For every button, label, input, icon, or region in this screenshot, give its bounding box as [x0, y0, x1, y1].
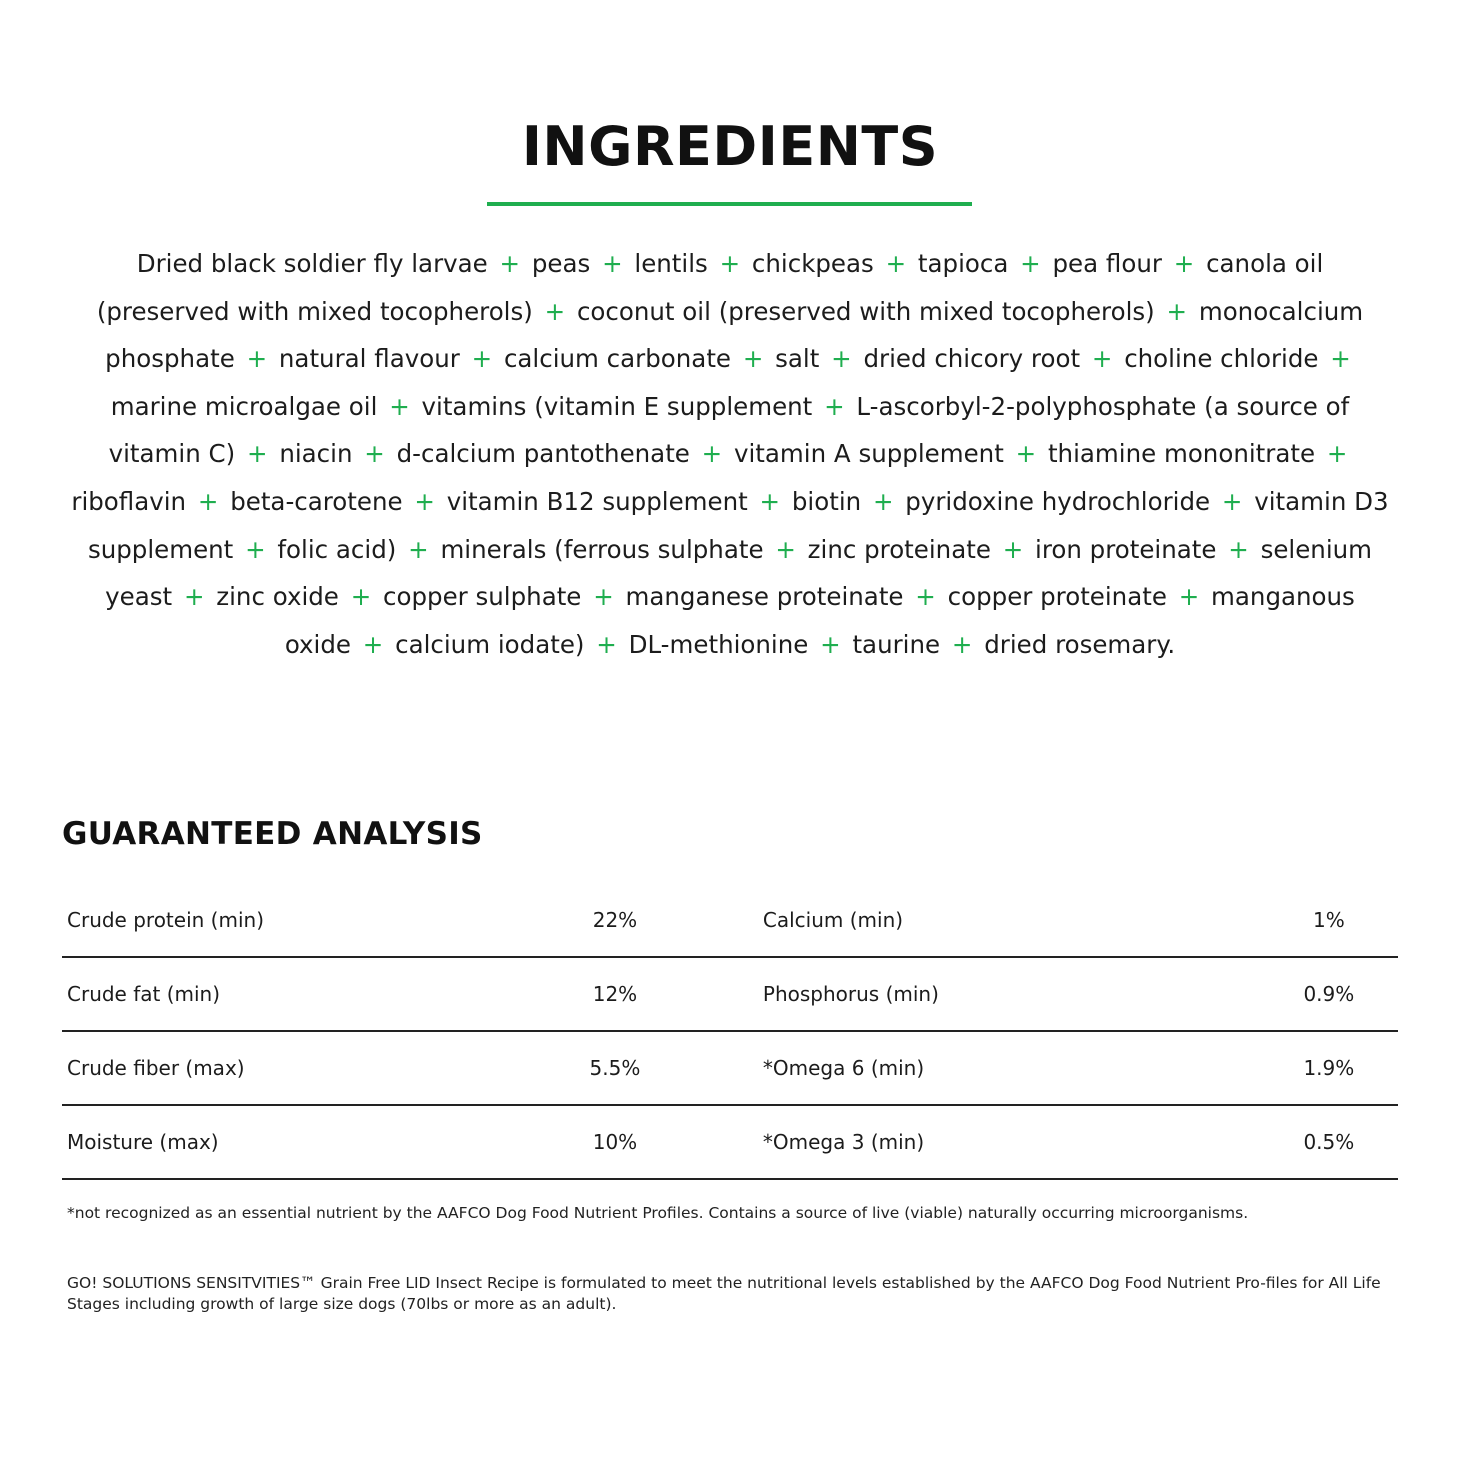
nutrient-value: 0.5% [1260, 1105, 1398, 1179]
plus-separator-icon: + [247, 439, 268, 469]
ingredient-item: natural flavour [278, 344, 460, 374]
ingredient-item: vitamin B12 supplement [446, 486, 748, 516]
plus-separator-icon: + [593, 582, 614, 612]
ingredient-item: copper sulphate [383, 582, 582, 612]
ingredient-item: vitamin D3 supplement [87, 486, 1389, 564]
plus-separator-icon: + [350, 582, 372, 612]
ingredient-item: Dried black soldier fly larvae [136, 249, 488, 278]
plus-separator-icon: + [872, 486, 894, 516]
plus-separator-icon: + [1330, 344, 1351, 374]
ingredient-item: vitamin A supplement [734, 439, 1004, 469]
plus-separator-icon: + [831, 344, 852, 374]
plus-separator-icon: + [1221, 486, 1243, 516]
ingredient-item: pyridoxine hydrochloride [905, 486, 1211, 516]
plus-separator-icon: + [885, 249, 907, 278]
ingredient-item: canola oil (preserved with mixed tocopherols) [96, 249, 1324, 326]
nutrient-name: Moisture (max) [62, 1105, 553, 1179]
ingredient-item: folic acid) [277, 534, 397, 564]
plus-separator-icon: + [197, 486, 219, 516]
ingredient-item: biotin [791, 486, 862, 516]
plus-separator-icon: + [1326, 439, 1348, 469]
ingredient-item: manganous oxide [284, 582, 1355, 659]
ingredient-item: tapioca [917, 249, 1009, 278]
analysis-row [62, 957, 1398, 1031]
plus-separator-icon: + [951, 629, 973, 659]
plus-separator-icon: + [389, 391, 410, 421]
plus-separator-icon: + [759, 486, 781, 516]
plus-separator-icon: + [602, 249, 623, 278]
plus-separator-icon: + [414, 486, 435, 516]
ingredient-item: lentils [634, 249, 708, 278]
column-gap [677, 957, 763, 1031]
ingredient-item: iron proteinate [1035, 534, 1217, 564]
plus-separator-icon: + [701, 439, 723, 469]
nutrient-name: Crude fat (min) [62, 957, 553, 1031]
ingredient-item: copper proteinate [947, 582, 1167, 612]
plus-separator-icon: + [544, 296, 566, 326]
nutrient-name: Calcium (min) [763, 884, 1260, 957]
column-gap [677, 1031, 763, 1105]
plus-separator-icon: + [183, 582, 205, 612]
analysis-title: GUARANTEED ANALYSIS [62, 816, 483, 852]
plus-separator-icon: + [742, 344, 764, 374]
nutrient-value: 22% [553, 884, 676, 957]
analysis-row [62, 884, 1398, 957]
plus-separator-icon: + [1002, 534, 1024, 564]
ingredient-item: vitamins (vitamin E supplement [421, 391, 813, 421]
ingredient-item: zinc oxide [216, 582, 339, 612]
plus-separator-icon: + [820, 629, 841, 659]
nutrient-name: *Omega 6 (min) [763, 1031, 1260, 1105]
nutrient-value: 1% [1260, 884, 1398, 957]
ingredient-item: salt [775, 344, 820, 374]
nutrient-name: Crude protein (min) [62, 884, 553, 957]
ingredient-item: selenium yeast [105, 534, 1373, 612]
plus-separator-icon: + [915, 582, 936, 612]
ingredient-item: monocalcium phosphate [105, 296, 1364, 374]
ingredient-item: thiamine mononitrate [1047, 439, 1316, 469]
plus-separator-icon: + [1178, 582, 1200, 612]
ingredient-item: marine microalgae oil [110, 391, 378, 421]
ingredient-item: calcium iodate) [395, 629, 585, 659]
column-gap [677, 884, 763, 957]
plus-separator-icon: + [824, 391, 845, 421]
ingredient-item: dried chicory root [863, 344, 1081, 374]
plus-separator-icon: + [471, 344, 493, 374]
ingredient-item: calcium carbonate [503, 344, 732, 374]
nutrient-value: 12% [553, 957, 676, 1031]
analysis-row [62, 1031, 1398, 1105]
nutrient-name: *Omega 3 (min) [763, 1105, 1260, 1179]
ingredient-item: peas [531, 249, 591, 278]
ingredient-item: niacin [279, 439, 353, 469]
plus-separator-icon: + [719, 249, 741, 278]
ingredient-item: d-calcium pantothenate [396, 439, 690, 469]
nutrient-name: Phosphorus (min) [763, 957, 1260, 1031]
ingredients-title: INGREDIENTS [521, 115, 939, 178]
nutrient-value: 0.9% [1260, 957, 1398, 1031]
plus-separator-icon: + [1166, 296, 1188, 326]
ingredient-item: dried rosemary. [984, 629, 1176, 659]
ingredients-list [70, 240, 1390, 668]
ingredient-item: riboflavin [71, 486, 187, 516]
column-gap [677, 1105, 763, 1179]
analysis-row [62, 1105, 1398, 1179]
aafco-statement: GO! SOLUTIONS SENSITVITIES™ Grain Free LID Insect Recipe is formulated to meet the nutritional levels established by the AAFCO Dog Food Nutrient Pro-files for All Life Stages including growth of large size dogs (70lbs or more as an adult). [67, 1274, 1381, 1313]
ingredient-item: manganese proteinate [625, 582, 904, 612]
footnote: *not recognized as an essential nutrient by the AAFCO Dog Food Nutrient Profiles. Contains a source of live (viable) naturally occurring microorganisms. [67, 1204, 1249, 1222]
plus-separator-icon: + [246, 344, 268, 374]
title-underline [487, 202, 972, 206]
nutrient-value: 5.5% [553, 1031, 676, 1105]
ingredient-item: taurine [852, 629, 941, 659]
plus-separator-icon: + [1091, 344, 1113, 374]
plus-separator-icon: + [245, 534, 266, 564]
plus-separator-icon: + [596, 629, 617, 659]
plus-separator-icon: + [1015, 439, 1037, 469]
plus-separator-icon: + [499, 249, 521, 278]
nutrient-value: 1.9% [1260, 1031, 1398, 1105]
ingredient-item: DL-methionine [628, 629, 809, 659]
plus-separator-icon: + [364, 439, 385, 469]
analysis-table [62, 884, 1398, 1180]
ingredient-item: coconut oil (preserved with mixed tocopherols) [576, 296, 1155, 326]
plus-separator-icon: + [1020, 249, 1041, 278]
nutrient-value: 10% [553, 1105, 676, 1179]
plus-separator-icon: + [362, 629, 384, 659]
ingredient-item: zinc proteinate [807, 534, 991, 564]
ingredient-item: L-ascorbyl-2-polyphosphate (a source of vitamin C) [108, 391, 1350, 469]
ingredient-item: pea flour [1052, 249, 1162, 278]
ingredient-item: beta-carotene [230, 486, 403, 516]
plus-separator-icon: + [1173, 249, 1195, 278]
ingredient-item: choline chloride [1124, 344, 1319, 374]
plus-separator-icon: + [775, 534, 796, 564]
nutrient-name: Crude fiber (max) [62, 1031, 553, 1105]
ingredient-item: minerals (ferrous sulphate [440, 534, 764, 564]
ingredient-item: chickpeas [751, 249, 874, 278]
plus-separator-icon: + [408, 534, 429, 564]
plus-separator-icon: + [1228, 534, 1249, 564]
